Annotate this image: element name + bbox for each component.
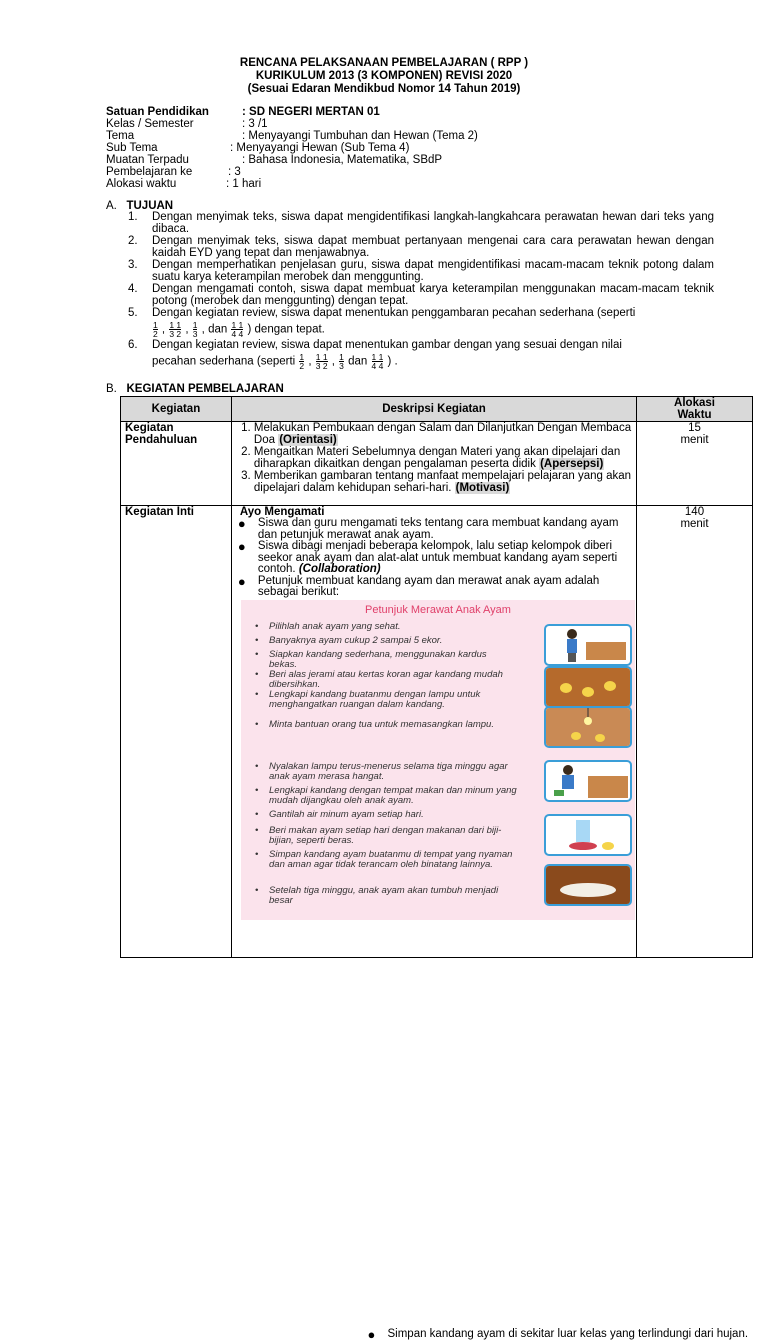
pendahuluan-steps [231, 422, 636, 506]
bullet-item: ● Siswa dibagi menjadi beberapa kelompok, lalu setiap kelompok diberi seekor anak ayam dan alat-alat untuk membuat kandang ayam seperti contoh. (Collaboration) [237, 539, 618, 575]
child-feeding-chicks-illustration [544, 760, 632, 802]
panel-item: • Setelah tiga minggu, anak ayam akan tumbuh menjadi besar [255, 885, 499, 906]
goal-dan: dan [208, 323, 228, 336]
goal-text: Dengan memperhatikan penjelasan guru, siswa dapat mengidentifikasi macam-macam teknik potong dalam suatu karya keterampilan merobek dan menggunting. [152, 259, 714, 283]
goal-text-end: ) dengan tepat. [247, 323, 325, 336]
time-inti: 140 menit [637, 506, 753, 958]
info-label: Alokasi waktu [106, 178, 177, 190]
fraction: $\frac{1}{2}$ [153, 319, 158, 339]
info-value: : 3 [228, 166, 241, 178]
chicks-on-straw-illustration [544, 666, 632, 708]
bullet-dot-icon: ● [237, 516, 246, 531]
info-value: : SD NEGERI MERTAN 01 [242, 106, 380, 118]
info-value: : 1 hari [226, 178, 262, 190]
box-with-lamp-illustration [544, 706, 632, 748]
fraction: $\frac{1 1}{3 2}$ [315, 351, 328, 371]
bullet-dot-icon: ● [367, 1326, 376, 1342]
child-with-box-illustration [544, 624, 632, 666]
panel-item: • Siapkan kandang sederhana, menggunakan kardus bekas. [255, 649, 487, 670]
goal-number: 4. [128, 283, 138, 295]
info-value: : Menyayangi Tumbuhan dan Hewan (Tema 2) [242, 130, 478, 142]
goal-text-2: pecahan sederhana (seperti [152, 355, 296, 368]
grown-chickens-illustration [544, 864, 632, 906]
info-label: Kelas / Semester [106, 118, 194, 130]
info-label: Satuan Pendidikan [106, 106, 209, 118]
bullet-item: ● Petunjuk membuat kandang ayam dan merawat anak ayam adalah sebagai berikut: [237, 573, 600, 598]
subtitle-ayo-mengamati: Ayo Mengamati [239, 506, 325, 518]
fraction: $\frac{1}{2}$ [299, 351, 305, 371]
info-label: Pembelajaran ke [106, 166, 193, 178]
bullet-item: ● Siswa dan guru mengamati teks tentang cara membuat kandang ayam dan petunjuk merawat anak ayam. [237, 516, 619, 541]
goal-item [130, 260, 714, 283]
section-letter: A. [106, 200, 117, 212]
tag-apersepsi: (Apersepsi) [540, 458, 604, 470]
panel-item: • Simpan kandang ayam buatanmu di tempat yang nyaman dan aman agar tidak terancam oleh binatang lainnya. [255, 849, 513, 870]
panel-title: Petunjuk Merawat Anak Ayam [365, 604, 511, 616]
fraction: $\frac{1}{3}$ [339, 351, 344, 371]
tag-motivasi: (Motivasi) [455, 482, 510, 494]
panel-item: • Pilihlah anak ayam yang sehat. [255, 621, 401, 632]
goal-text: Dengan menyimak teks, siswa dapat membuat pertanyaan mengenai cara cara perawatan hewan dengan kaidah EYD yang tepat dan menjawabnya. [152, 235, 714, 259]
instruction-panel [241, 600, 635, 920]
goal-item [130, 212, 714, 235]
section-title: TUJUAN [126, 200, 174, 212]
goal-text: Dengan kegiatan review, siswa dapat menentukan gambar dengan yang sesuai dengan nilai [152, 339, 622, 351]
row-label-inti: Kegiatan Inti [121, 506, 232, 958]
panel-item: • Nyalakan lampu terus-menerus selama tiga minggu agar anak ayam merasa hangat. [255, 761, 508, 782]
bullet-dot-icon: ● [237, 539, 246, 554]
time-pendahuluan: 15 menit [637, 422, 753, 506]
goal-number: 5. [128, 307, 138, 319]
goal-text-end: ) . [387, 355, 398, 368]
goal-dan: dan [348, 355, 368, 368]
info-label: Sub Tema [106, 142, 158, 154]
section-title: KEGIATAN PEMBELAJARAN [126, 383, 284, 395]
panel-item: • Beri makan ayam setiap hari dengan makanan dari biji-bijian, seperti beras. [255, 825, 502, 846]
panel-item: • Lengkapi kandang dengan tempat makan dan minum yang mudah dijangkau oleh anak ayam. [255, 785, 517, 806]
doc-title-line1: RENCANA PELAKSANAAN PEMBELAJARAN ( RPP ) [239, 57, 529, 69]
section-letter: B. [106, 383, 117, 395]
step-item: 3. Memberikan gambaran tentang manfaat mempelajari pelajaran yang akan dipelajari dalam kehidupan sehari-hari. (Motivasi) [254, 470, 632, 494]
info-value: : Menyayangi Hewan (Sub Tema 4) [230, 142, 410, 154]
doc-title-line3: (Sesuai Edaran Mendikbud Nomor 14 Tahun 2019) [247, 83, 521, 95]
goal-number: 2. [128, 235, 138, 247]
col-header-deskripsi: Deskripsi Kegiatan [231, 397, 636, 422]
goal-item [130, 284, 714, 307]
bullet-item-last: ● Simpan kandang ayam di sekitar luar kelas yang terlindungi dari hujan. [367, 1326, 749, 1342]
section-b-heading [106, 383, 284, 395]
goal-item-6: 6. Dengan kegiatan review, siswa dapat menentukan gambar dengan yang sesuai dengan nilai pecahan sederhana (seperti $\frac{1}{2}$ , $\frac{1 1}{3 2}$ , $\frac{1}{3}$ dan $\frac{1 1}{4 4}$ ) . [130, 340, 714, 370]
panel-item: • Banyaknya ayam cukup 2 sampai 5 ekor. [255, 635, 443, 646]
goal-item-5: 5. Dengan kegiatan review, siswa dapat menentukan penggambaran pecahan sederhana (seperti $\frac{1}{2}$ , $\frac{1 1}{3 2}$ , $\frac{1}{3}$ , dan $\frac{1 1}{4 4}$ ) dengan tepat. [130, 308, 714, 338]
bullet-dot-icon: ● [237, 573, 246, 589]
goal-number: 1. [128, 211, 138, 223]
col-header-alokasi: Alokasi Waktu [637, 397, 753, 422]
info-label: Tema [106, 130, 135, 142]
goal-text: Dengan menyimak teks, siswa dapat mengidentifikasi langkah-langkahcara perawatan hewan dari teks yang dibaca. [152, 211, 714, 235]
info-label: Muatan Terpadu [106, 154, 189, 166]
info-value: : 3 /1 [242, 118, 268, 130]
goal-text: Dengan kegiatan review, siswa dapat menentukan penggambaran pecahan sederhana (seperti [152, 307, 636, 319]
fraction: $\frac{1 1}{4 4}$ [231, 319, 244, 339]
tag-orientasi: (Orientasi) [279, 434, 337, 446]
row-label-pendahuluan: Kegiatan Pendahuluan [121, 422, 232, 506]
step-item: 2. Mengaitkan Materi Sebelumnya dengan Materi yang akan dipelajari dan diharapkan dikaitkan dengan pengalaman peserta didik (Apersepsi) [254, 446, 632, 470]
fraction: $\frac{1 1}{3 2}$ [169, 319, 182, 339]
panel-item: • Lengkapi kandang buatanmu dengan lampu untuk menghangatkan ruangan dalam kandang. [255, 689, 481, 710]
step-item: 1. Melakukan Pembukaan dengan Salam dan Dilanjutkan Dengan Membaca Doa (Orientasi) [254, 422, 632, 446]
panel-item: • Gantilah air minum ayam setiap hari. [255, 809, 424, 820]
info-value: : Bahasa Indonesia, Matematika, SBdP [242, 154, 443, 166]
fraction: $\frac{1}{3}$ [192, 319, 198, 339]
goal-item [130, 236, 714, 259]
fraction: $\frac{1 1}{4 4}$ [371, 351, 384, 371]
goal-number: 6. [128, 339, 138, 351]
goal-number: 3. [128, 259, 138, 271]
doc-title-line2: KURIKULUM 2013 (3 KOMPONEN) REVISI 2020 [255, 70, 513, 82]
col-header-kegiatan: Kegiatan [121, 397, 232, 422]
water-feeder-illustration [544, 814, 632, 856]
panel-item: • Beri alas jerami atau kertas koran agar kandang mudah dibersihkan. [255, 669, 503, 690]
goal-text: Dengan mengamati contoh, siswa dapat membuat karya keterampilan menggunakan macam-macam teknik potong (merobek dan menggunting) dengan tepat. [152, 283, 714, 307]
panel-item: • Minta bantuan orang tua untuk memasangkan lampu. [255, 719, 494, 730]
